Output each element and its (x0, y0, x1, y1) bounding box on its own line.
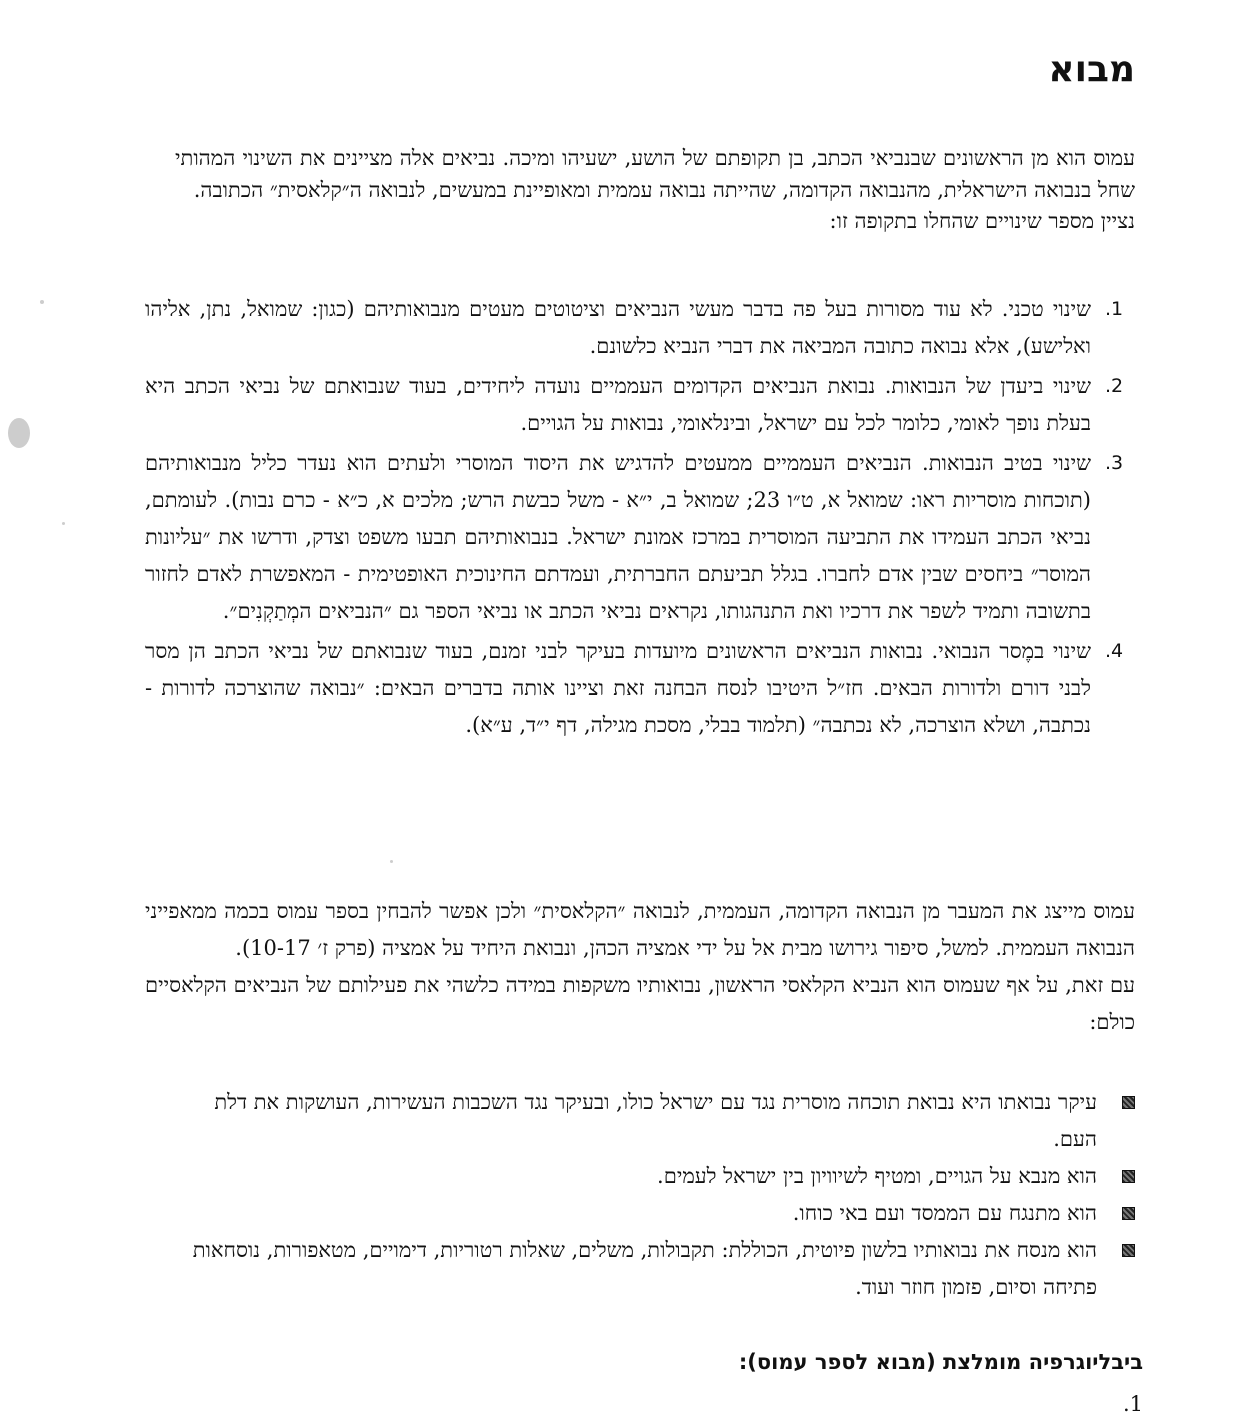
amos-section (145, 893, 1135, 1041)
list-item (145, 445, 1135, 630)
intro-paragraph: עמוס הוא מן הראשונים שבנביאי הכתב, בן תקופתם של הושע, ישעיהו ומיכה. נביאים אלה מציינים את השינוי המהותי שחל בנבואה הישראלית, מהנבואה הקדומה, שהייתה נבואה עממית ומאופיינת במעשים, לנבואה ה״קלאסית״ הכתובה. (175, 146, 1135, 202)
scan-speck (62, 522, 65, 525)
square-bullet-icon (1122, 1170, 1135, 1183)
list-item-text: שינוי טכני. לא עוד מסורות בעל פה בדבר מעשי הנביאים וציטוטים מעטים מנבואותיהם (כגון: שמואל, נתן, אליהו ואלישע), אלא נבואה כתובה המביאה את דברי הנביא כלשונם. (145, 297, 1091, 358)
bullet-item-text: הוא מנסח את נבואותיו בלשון פיוטית, הכוללת: תקבולות, משלים, שאלות רטוריות, דימויים, מטאפורות, נוסחאות פתיחה וסיום, פזמון חוזר ועוד. (192, 1238, 1097, 1299)
bullet-item (175, 1232, 1135, 1306)
scan-speck (40, 300, 44, 304)
list-item-text: שינוי ביעדן של הנבואות. נבואת הנביאים הקדומים העממיים נועדה ליחידים, בעוד שנבואתם של נביאי הכתב היא בעלת נופך לאומי, כלומר לכל עם ישראל, ובינלאומי, נבואות על הגויים. (145, 374, 1091, 435)
list-item-number: 3. (1105, 452, 1124, 474)
list-item (145, 291, 1135, 365)
bibliography-item-number: 1. (1122, 1392, 1143, 1416)
list-item (145, 368, 1135, 442)
list-item-number: 1. (1105, 298, 1124, 320)
bullet-item (175, 1195, 1135, 1232)
list-item (145, 633, 1135, 744)
scan-speck (390, 860, 393, 863)
intro-section (175, 143, 1135, 238)
amos-lead-in: עם זאת, על אף שעמוס הוא הנביא הקלאסי הראשון, נבואותיו משקפות במידה כלשהי את פעילותם של הנביאים הקלאסיים כולם: (145, 973, 1135, 1034)
bullet-item (175, 1084, 1135, 1158)
square-bullet-icon (1122, 1096, 1135, 1109)
amos-paragraph: עמוס מייצג את המעבר מן הנבואה הקדומה, העממית, לנבואה ״הקלאסית״ ולכן אפשר להבחין בספר עמוס בכמה ממאפייני הנבואה העממית. למשל, סיפור גירושו מבית אל על ידי אמציה הכהן, ונבואת היחיד על אמציה (פרק ז׳ 10-17). (145, 899, 1135, 960)
bullet-item (175, 1158, 1135, 1195)
list-item-text: שינוי בטיב הנבואות. הנביאים העממיים ממעטים להדגיש את היסוד המוסרי ולעתים הוא נעדר כליל מנבואותיהם (תוכחות מוסריות ראו: שמואל א, ט״ו 23; שמואל ב, י״א - משל כבשת הרש; מלכים א, כ״א - כרם נבות). לעומתם, נביאי הכתב העמידו את התביעה המוסרית במרכז אמונת ישראל. בנבואותיהם תבעו משפט וצדק, ודרשו את ״עליונות המוסר״ ביחסים שבין אדם לחברו. בגלל תביעתם החברתית, ועמדתם החינוכית האופטימית - המאפשרת לאדם לחזור בתשובה ותמיד לשפר את דרכיו ואת התנהגותו, נקראים נביאי הכתב או נביאי הספר גם ״הנביאים המְתַקְנִים״. (145, 451, 1092, 623)
list-item-text: שינוי במֶסר הנבואי. נבואות הנביאים הראשונים מיועדות בעיקר לבני זמנם, בעוד שנבואתם של נביאי הכתב הן מסר לבני דורם ולדורות הבאים. חז״ל היטיבו לנסח הבחנה זאת וציינו אותה בדברים הבאים: ״נבואה שהוצרכה לדורות - נכתבה, ושלא הוצרכה, לא נכתבה״ (תלמוד בבלי, מסכת מגילה, דף י״ד, ע״א). (145, 639, 1091, 737)
list-item-number: 2. (1105, 375, 1124, 397)
bullet-item-text: עיקר נבואתו היא נבואת תוכחה מוסרית נגד עם ישראל כולו, ובעיקר נגד השכבות העשירות, העושקות את דלת העם. (214, 1090, 1097, 1151)
page-title: מבוא (1048, 49, 1135, 90)
bullet-item-text: הוא מנבא על הגויים, ומטיף לשיוויון בין ישראל לעמים. (657, 1164, 1097, 1188)
features-list (175, 1084, 1135, 1306)
changes-list (145, 291, 1135, 744)
list-item-number: 4. (1105, 640, 1124, 662)
bibliography-first-item (143, 1386, 1143, 1416)
square-bullet-icon (1122, 1207, 1135, 1220)
intro-lead-in: נציין מספר שינויים שהחלו בתקופה זו: (829, 209, 1135, 233)
square-bullet-icon (1122, 1244, 1135, 1257)
scan-speck (8, 418, 30, 448)
bullet-item-text: הוא מתנגח עם הממסד ועם באי כוחו. (792, 1201, 1097, 1225)
bibliography-heading: ביבליוגרפיה מומלצת (מבוא לספר עמוס): (738, 1350, 1143, 1374)
